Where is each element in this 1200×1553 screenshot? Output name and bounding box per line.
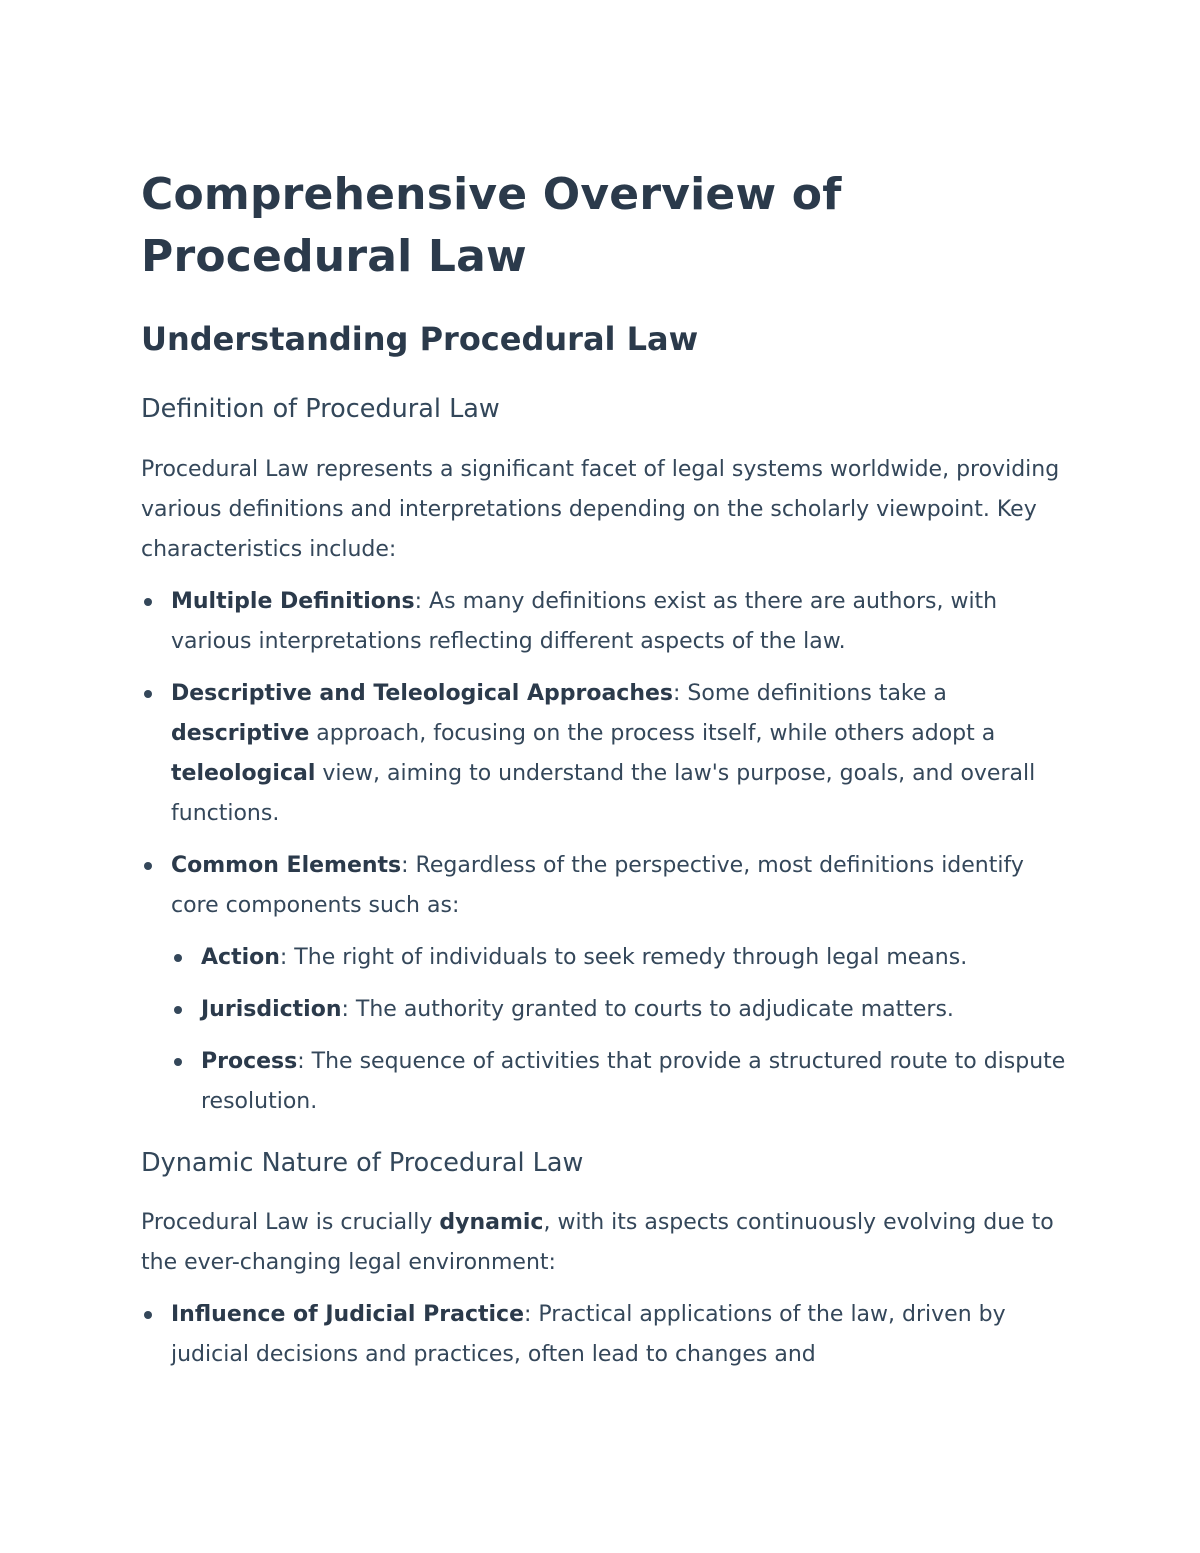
list-item [141, 674, 1071, 834]
dynamic-intro [141, 1203, 1061, 1283]
definition-heading: Definition of Procedural Law [141, 394, 500, 424]
item-text: view, aiming to understand the law's purpose, goals, and overall functions. [171, 761, 1036, 826]
intro-text: Procedural Law is crucially [141, 1210, 440, 1235]
item-term: Influence of Judicial Practice [171, 1302, 525, 1327]
item-text: : Regardless of the perspective, most definitions identify core components such as: [171, 853, 1024, 918]
list-item [141, 582, 1071, 662]
item-term: Action [201, 945, 280, 970]
item-term: Multiple Definitions [171, 589, 415, 614]
definition-intro: Procedural Law represents a significant facet of legal systems worldwide, providing various definitions and interpretations depending on the scholarly viewpoint. Key characteristics include: [141, 457, 1060, 562]
section-heading: Understanding Procedural Law [141, 320, 699, 358]
item-text: : Some definitions take a [673, 681, 947, 706]
document-title: Comprehensive Overview of Procedural Law [141, 169, 842, 282]
dynamic-list [141, 1295, 1071, 1387]
intro-text: , with its aspects continuously evolving due to the ever-changing legal environment: [141, 1210, 1054, 1275]
item-term: Jurisdiction [201, 997, 342, 1022]
sublist [171, 938, 1071, 1122]
list-item [141, 1295, 1071, 1375]
sublist-item [171, 1042, 1071, 1122]
sublist-item [171, 990, 1071, 1030]
item-text: approach, focusing on the process itself, while others adopt a [309, 721, 996, 746]
item-text: : As many definitions exist as there are authors, with various interpretations reflecting different aspects of the law. [171, 589, 998, 654]
intro-emphasis: dynamic [439, 1210, 544, 1235]
item-term: Descriptive and Teleological Approaches [171, 681, 674, 706]
item-text: : The authority granted to courts to adjudicate matters. [341, 997, 954, 1022]
definition-list [141, 582, 1071, 1134]
item-text: : The right of individuals to seek remedy through legal means. [279, 945, 968, 970]
item-emphasis: descriptive [171, 721, 310, 746]
item-term: Common Elements [171, 853, 402, 878]
sublist-item [171, 938, 1071, 978]
item-emphasis: teleological [171, 761, 316, 786]
dynamic-heading: Dynamic Nature of Procedural Law [141, 1148, 584, 1178]
list-item [141, 846, 1071, 1122]
item-text: : Practical applications of the law, driven by judicial decisions and practices, often lead to changes and [171, 1302, 1006, 1367]
item-term: Process [201, 1049, 298, 1074]
item-text: : The sequence of activities that provide a structured route to dispute resolution. [201, 1049, 1066, 1114]
